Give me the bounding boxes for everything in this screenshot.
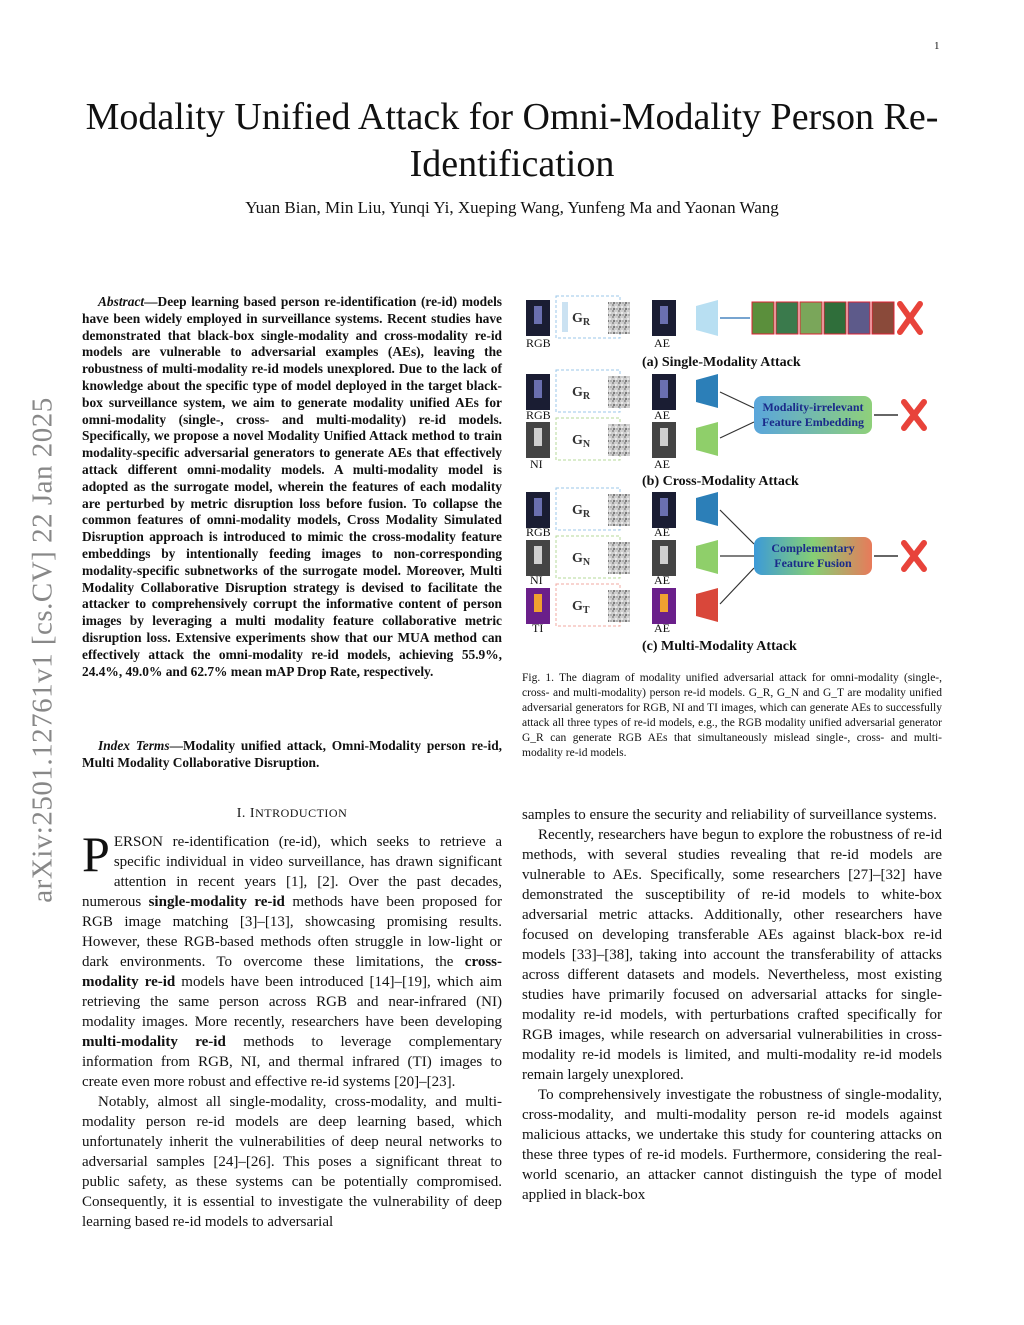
index-terms-text: —Modality unified attack, Omni-Modality person re-id, Multi Modality Collaborative Disruption. — [82, 738, 502, 770]
generator-label-gr: $G_R$ — [572, 503, 591, 520]
rgb-branch — [696, 492, 718, 526]
intro-paragraph-4: To comprehensively investigate the robustness of single-modality, cross-modality, and multi-modality person re-id models against malicious attacks, we undertake this study for countering attacks on these three types of re-id models. Furthermore, considering the real-world scenario, an attacker cannot distinguish the type of model applied in black-box — [522, 1087, 942, 1203]
section-title-cap: I — [249, 806, 256, 821]
text-run: ERSON re-identification (re-id), which seeks to retrieve a specific individual in video surveillance, has drawn significant attention in recent years [1], [2]. Over the past decades, numerous — [82, 834, 502, 910]
person-figure — [660, 380, 668, 398]
person-figure — [534, 428, 542, 446]
arrow — [720, 392, 754, 408]
gallery-image — [848, 302, 870, 334]
person-figure — [660, 306, 668, 324]
label-rgb: RGB — [526, 408, 551, 422]
drop-cap: P — [82, 826, 110, 882]
label-ae: AE — [654, 336, 670, 350]
fail-cross-icon — [904, 402, 924, 428]
author-list: Yuan Bian, Min Liu, Yunqi Yi, Xueping Wang, Yunfeng Ma and Yaonan Wang — [245, 198, 779, 217]
intro-left-column — [82, 826, 502, 1232]
complementary-line1: Complementary — [771, 541, 855, 555]
label-ni: NI — [530, 573, 543, 587]
abstract-label: Abstract — [98, 294, 145, 309]
arxiv-id: arXiv:2501.12761v1 [cs.CV] 22 Jan 2025 — [26, 397, 59, 903]
ni-branch — [696, 422, 718, 456]
generator-label-gr: $G_R$ — [572, 311, 591, 328]
arxiv-sidebar — [18, 360, 68, 940]
reid-model — [696, 300, 718, 336]
person-figure — [660, 594, 668, 612]
perturbation-noise — [608, 376, 630, 408]
index-terms — [82, 738, 502, 772]
perturbation-noise — [608, 590, 630, 622]
person-figure — [534, 546, 542, 564]
text-run: methods have been proposed for RGB image matching [3]–[13], showcasing promising results. However, these RGB-based methods often struggle in low-light or dark environments. To overcome these limitations, the — [82, 894, 502, 970]
text-run: models have been introduced [14]–[19], which aim retrieving the same person across RGB and near-infrared (NI) modality images. More recently, researchers have been developing — [82, 974, 502, 1030]
ni-branch — [696, 540, 718, 574]
perturbation-noise — [608, 424, 630, 456]
section-number: I. — [236, 806, 246, 821]
fail-cross-icon — [904, 543, 924, 569]
page-number: 1 — [934, 40, 940, 52]
fail-cross-icon — [900, 304, 920, 332]
arrow — [720, 510, 754, 544]
modality-irrelevant-line1: Modality-irrelevant — [762, 400, 864, 414]
generator-label-gn: $G_N$ — [572, 551, 591, 568]
panel-cross-modality — [526, 370, 924, 489]
perturbation-noise — [608, 494, 630, 526]
label-ae: AE — [654, 525, 670, 539]
arrow — [720, 568, 754, 604]
label-rgb: RGB — [526, 336, 551, 350]
section-heading — [82, 806, 502, 822]
subcaption-b: (b) Cross-Modality Attack — [642, 474, 799, 489]
person-figure — [534, 594, 542, 612]
person-figure — [534, 498, 542, 516]
panel-multi-modality — [526, 488, 924, 654]
label-ni: NI — [530, 457, 543, 471]
arrow — [720, 422, 754, 438]
index-terms-label: Index Terms — [98, 738, 170, 753]
generator-label-gn: $G_N$ — [572, 433, 591, 450]
intro-paragraph-2: Notably, almost all single-modality, cross-modality, and multi-modality person re-id models are deep learning based, which unfortunately inherit the vulnerabilities of deep neural networks to adversarial samples [24]–[26]. This poses a significant threat to public safety, as these systems can be potentially compromised. Consequently, it is essential to investigate the vulnerability of deep learning based re-id models to adversarial — [82, 1094, 502, 1230]
text-bold: cross-modality re-id — [82, 954, 502, 990]
label-rgb: RGB — [526, 525, 551, 539]
label-ae: AE — [654, 573, 670, 587]
complementary-line2: Feature Fusion — [774, 556, 852, 570]
ti-branch — [696, 588, 718, 622]
label-ae: AE — [654, 408, 670, 422]
label-ti: TI — [532, 621, 544, 635]
subcaption-c: (c) Multi-Modality Attack — [642, 639, 797, 654]
figure-caption: Fig. 1. The diagram of modality unified adversarial attack for omni-modality (single-, cross- and multi-modality) person re-id models. G_R, G_N and G_T are modality unified adversarial generators for RGB, NI and TI images, which can generate AEs to successfully attack all three types of re-id models, e.g., the RGB modality unified adversarial generator G_R can generate RGB AEs that simultaneously mislead single-, cross- and multi-modality re-id models. — [522, 672, 942, 759]
person-figure — [660, 546, 668, 564]
gallery-image — [824, 302, 846, 334]
intro-paragraph-3: Recently, researchers have begun to explore the robustness of re-id methods, with several studies revealing that re-id models are vulnerable to AEs. Specifically, some researchers [27]–[32] have demonstrated the susceptibility of re-id models to white-box adversarial metric attacks. Additionally, other researchers have focused on developing transferable AEs against black-box re-id models [33]–[38], taking into account the transferability of attacks across different datasets and models. Nevertheless, most existing studies have primarily focused on adversarial attacks for single-modality re-id models, with perturbations crafted specifically for RGB images, while research on adversarial vulnerabilities in cross-modality re-id models is limited, and multi-modality re-id models remain largely unexplored. — [522, 827, 942, 1083]
person-figure — [534, 306, 542, 324]
section-title-rest: NTRODUCTION — [255, 806, 348, 820]
text-bold: single-modality re-id — [148, 894, 285, 910]
paper-title: Modality Unified Attack for Omni-Modality Person Re-Identification — [85, 96, 939, 185]
person-figure — [534, 380, 542, 398]
abstract-text: —Deep learning based person re-identification (re-id) models have been widely employed in surveillance systems. Recent studies have demonstrated that black-box single-modality and cross-modality re-id models are vulnerable to adversarial examples (AEs), leaving the robustness of multi-modality re-id models unexplored. Due to the lack of knowledge about the specific type of model deployed in the target black-box surveillance system, we aim to generate modality unified AEs for omni-modality (single-, cross- and multi-modality) re-id models. Specifically, we propose a novel Modality Unified Attack method to train modality-specific adversarial generators to generate AEs that effectively attack different omni-modality models. A multi-modality model is adopted as the surrogate model, wherein the features of each modality are perturbed by metric disruption loss before fusion. To collapse the common features of omni-modality models, Cross Modality Simulated Disruption approach is introduced to mimic the cross-modality feature embeddings by intentionally feeding images to non-corresponding modality-specific subnetworks of the surrogate model. Moreover, Multi Modality Collaborative Disruption strategy is devised to facilitate the attacker to comprehensively corrupt the informative content of person images by leveraging a multi modality feature collaborative metric disruption loss. Extensive experiments show that our MUA method can effectively attack the omni-modality re-id models, achieving 55.9%, 24.4%, 49.0% and 62.7% mean mAP Drop Rate, respectively. — [82, 294, 502, 679]
label-ae: AE — [654, 621, 670, 635]
gallery-image — [776, 302, 798, 334]
person-figure — [660, 428, 668, 446]
modality-irrelevant-line2: Feature Embedding — [761, 415, 865, 429]
subcaption-a: (a) Single-Modality Attack — [642, 355, 801, 370]
intro-right-column — [522, 805, 942, 1205]
label-ae: AE — [654, 457, 670, 471]
person-figure — [660, 498, 668, 516]
generator-label-gt: $G_T$ — [572, 599, 590, 616]
gallery-image — [752, 302, 774, 334]
intro-paragraph-1 — [82, 826, 502, 1092]
figure-1 — [522, 292, 952, 662]
gallery-image — [800, 302, 822, 334]
rgb-branch — [696, 374, 718, 408]
abstract — [82, 294, 502, 680]
intro-paragraph-cont: samples to ensure the security and reliability of surveillance systems. — [522, 807, 937, 823]
gallery-image — [872, 302, 894, 334]
encoder-layer — [562, 302, 568, 332]
perturbation-noise — [608, 542, 630, 574]
perturbation-noise — [608, 302, 630, 334]
generator-label-gr: $G_R$ — [572, 385, 591, 402]
text-bold: multi-modality re-id — [82, 1034, 226, 1050]
text-run: methods to leverage complementary information from RGB, NI, and thermal infrared (TI) images to create even more robust and effective re-id systems [20]–[23]. — [82, 1034, 502, 1090]
panel-single-modality — [526, 296, 920, 370]
